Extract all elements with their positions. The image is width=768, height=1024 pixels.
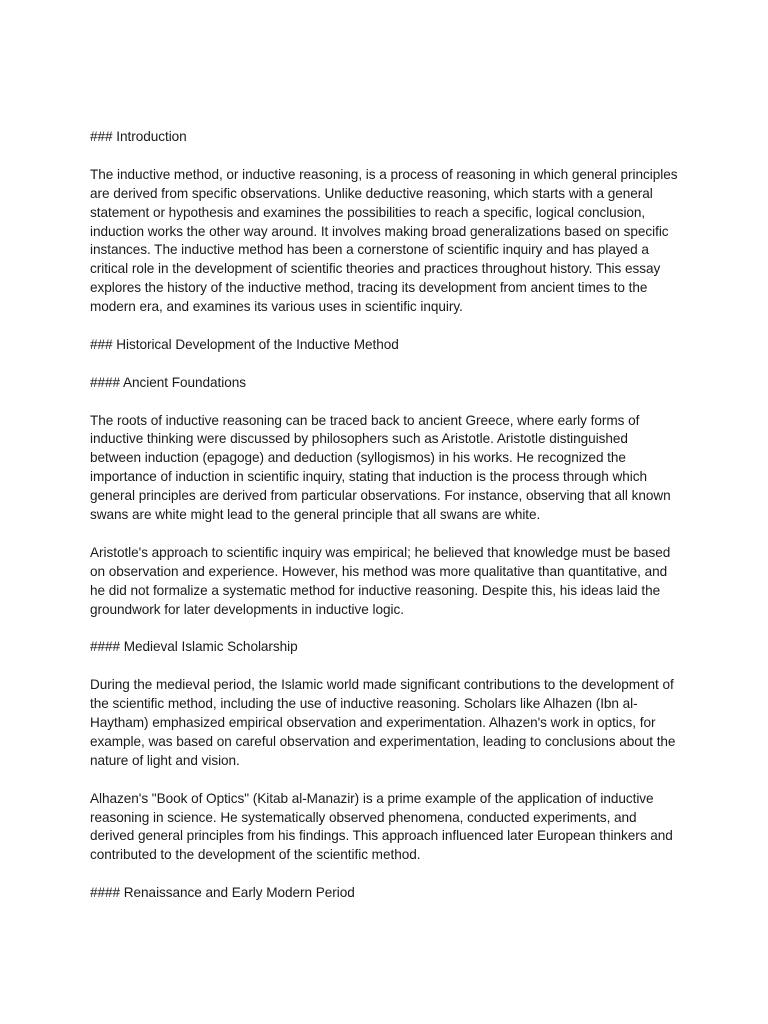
- paragraph-ancient-1: The roots of inductive reasoning can be traced back to ancient Greece, where early forms of inductive thinking were discussed by philosophers such as Aristotle. Aristotle distinguished between induction (epagoge) and deduction (syllogismos) in his works. He recognized the importance of induction in scientific inquiry, stating that induction is the process through which general principles are derived from particular observations. For instance, observing that all known swans are white might lead to the general principle that all swans are white.: [90, 412, 671, 523]
- paragraph-introduction: The inductive method, or inductive reasoning, is a process of reasoning in which general principles are derived from specific observations. Unlike deductive reasoning, which starts with a general statement or hypothesis and examines the possibilities to reach a specific, logical conclusion, induction works the other way around. It involves making broad generalizations based on specific instances. The inductive method has been a cornerstone of scientific inquiry and has played a critical role in the development of scientific theories and practices throughout history. This essay explores the history of the inductive method, tracing its development from ancient times to the modern era, and examines its various uses in scientific inquiry.: [90, 166, 678, 315]
- paragraph-ancient-2: Aristotle's approach to scientific inquiry was empirical; he believed that knowledge must be based on observation and experience. However, his method was more qualitative than quantitative, and he did not formalize a systematic method for inductive reasoning. Despite this, his ideas laid the groundwork for later developments in inductive logic.: [90, 544, 671, 617]
- document-body: [90, 128, 678, 922]
- heading-ancient-foundations: #### Ancient Foundations: [90, 374, 247, 390]
- paragraph-medieval-2: Alhazen's "Book of Optics" (Kitab al-Manazir) is a prime example of the application of inductive reasoning in science. He systematically observed phenomena, conducted experiments, and derived general principles from his findings. This approach influenced later European thinkers and contributed to the development of the scientific method.: [90, 790, 673, 863]
- heading-renaissance: #### Renaissance and Early Modern Period: [90, 885, 355, 901]
- heading-historical-development: ### Historical Development of the Inductive Method: [90, 336, 399, 352]
- heading-introduction: ### Introduction: [90, 129, 187, 144]
- heading-medieval-islamic: #### Medieval Islamic Scholarship: [90, 639, 298, 655]
- paragraph-medieval-1: During the medieval period, the Islamic world made significant contributions to the development of the scientific method, including the use of inductive reasoning. Scholars like Alhazen (Ibn al-Haytham) emphasized empirical observation and experimentation. Alhazen's work in optics, for example, was based on careful observation and experimentation, leading to conclusions about the nature of light and vision.: [90, 677, 676, 768]
